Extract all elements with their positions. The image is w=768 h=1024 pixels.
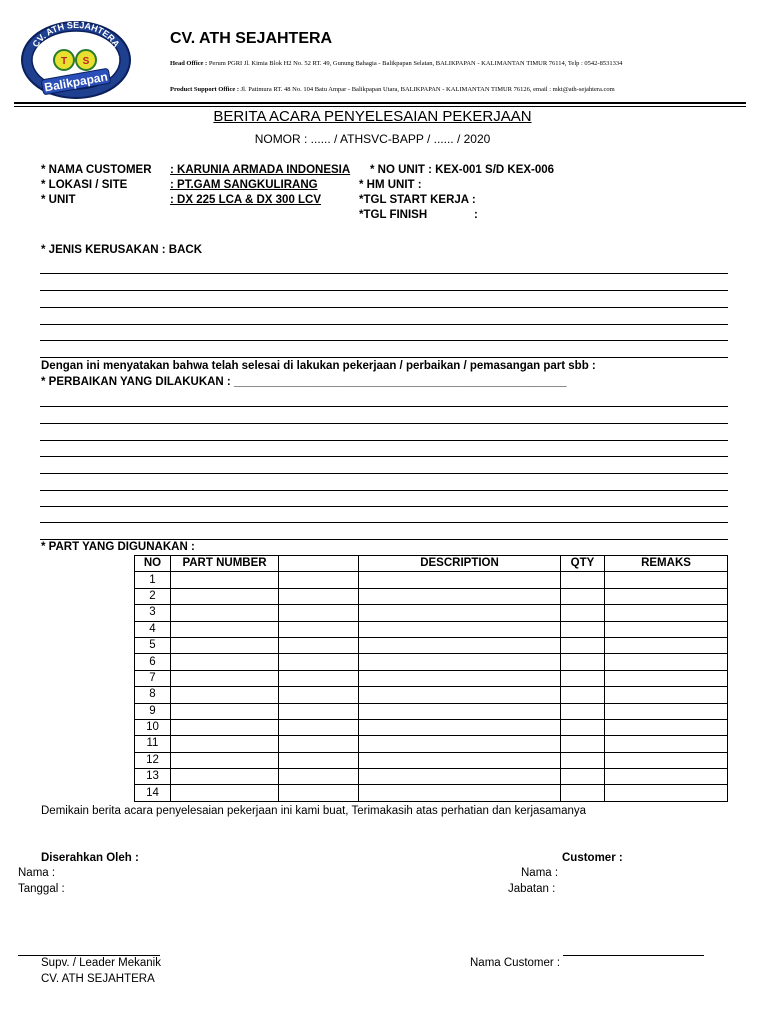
closing-text: Demikain berita acara penyelesaian pekerjaan ini kami buat, Terimakasih atas perhatian dan kerjasamanya <box>41 805 587 817</box>
table-cell <box>171 621 279 637</box>
table-cell <box>561 637 605 653</box>
table-cell <box>279 769 359 785</box>
statement-text: Dengan ini menyatakan bahwa telah selesai di lakukan pekerjaan / perbaikan / pemasangan part sbb : <box>41 360 596 372</box>
repair-line <box>40 539 728 540</box>
table-cell <box>605 637 728 653</box>
left-signer-role: Supv. / Leader Mekanik <box>41 957 161 969</box>
header-divider-thin <box>14 106 746 107</box>
table-row <box>135 703 728 719</box>
table-cell <box>605 621 728 637</box>
logo-letter-t: T <box>60 56 68 67</box>
table-cell <box>279 572 359 588</box>
table-cell <box>561 703 605 719</box>
damage-line <box>40 273 728 274</box>
table-cell <box>171 736 279 752</box>
col-qty: QTY <box>561 556 605 572</box>
table-cell <box>279 719 359 735</box>
table-cell <box>171 670 279 686</box>
col-part-number: PART NUMBER <box>171 556 279 572</box>
table-cell <box>605 719 728 735</box>
table-cell <box>561 654 605 670</box>
jenis-kerusakan: * JENIS KERUSAKAN : BACK <box>41 244 203 256</box>
unit-value: : DX 225 LCA & DX 300 LCV <box>170 194 322 206</box>
table-cell <box>359 752 561 768</box>
table-cell <box>359 703 561 719</box>
table-cell <box>171 588 279 604</box>
table-cell <box>279 605 359 621</box>
left-date-field: Tanggal : <box>18 883 65 895</box>
site-label: * LOKASI / SITE <box>41 179 128 191</box>
right-signer-role: Nama Customer : <box>470 957 561 969</box>
left-name-field: Nama : <box>18 867 56 879</box>
customer-label: * NAMA CUSTOMER <box>41 164 152 176</box>
repair-line <box>40 473 728 474</box>
table-cell <box>279 785 359 801</box>
head-office-text: Perum PGRI Jl. Kimia Blok H2 No. 52 RT. 49, Gunung Bahagia - Balikpapan Selatan, BALIKPAPAN - KALIMANTAN TIMUR 76114, Telp : 0542-8531334 <box>208 60 623 67</box>
table-cell <box>561 719 605 735</box>
table-cell <box>561 752 605 768</box>
table-cell <box>605 687 728 703</box>
logo-banner-text: Balikpapan <box>43 69 109 95</box>
tgl-finish-colon: : <box>474 209 478 221</box>
row-number: 4 <box>135 621 171 637</box>
customer-heading: Customer : <box>562 852 623 864</box>
logo-letter-s: S <box>82 56 90 67</box>
table-row <box>135 769 728 785</box>
damage-line <box>40 290 728 291</box>
left-signature-line <box>18 955 160 956</box>
logo-ring-text: CV. ATH SEJAHTERA <box>30 20 122 49</box>
repair-line <box>40 456 728 457</box>
table-cell <box>605 654 728 670</box>
row-number: 6 <box>135 654 171 670</box>
table-cell <box>359 670 561 686</box>
table-cell <box>359 637 561 653</box>
table-cell <box>561 687 605 703</box>
parts-table-header <box>135 556 728 572</box>
table-cell <box>605 588 728 604</box>
table-cell <box>605 736 728 752</box>
table-cell <box>279 654 359 670</box>
table-cell <box>359 769 561 785</box>
table-row <box>135 785 728 801</box>
left-signer-company: CV. ATH SEJAHTERA <box>41 973 155 985</box>
right-signature-line <box>563 955 704 956</box>
logo-star-right: ★ <box>113 53 121 62</box>
table-cell <box>279 588 359 604</box>
col-remaks: REMAKS <box>605 556 728 572</box>
parts-label: * PART YANG DIGUNAKAN : <box>41 541 195 553</box>
table-cell <box>171 687 279 703</box>
tgl-finish-label: *TGL FINISH <box>359 209 428 221</box>
table-cell <box>171 572 279 588</box>
table-cell <box>359 736 561 752</box>
table-row <box>135 752 728 768</box>
row-number: 8 <box>135 687 171 703</box>
table-cell <box>561 572 605 588</box>
table-cell <box>171 605 279 621</box>
table-cell <box>359 621 561 637</box>
table-cell <box>171 769 279 785</box>
table-cell <box>359 572 561 588</box>
col-part-number-extra <box>279 556 359 572</box>
row-number: 12 <box>135 752 171 768</box>
table-cell <box>561 605 605 621</box>
header-divider-thick <box>14 102 746 104</box>
table-row <box>135 588 728 604</box>
row-number: 10 <box>135 719 171 735</box>
table-cell <box>171 654 279 670</box>
unit-label: * UNIT <box>41 194 76 206</box>
table-cell <box>605 752 728 768</box>
product-support-address <box>170 86 615 93</box>
table-cell <box>359 588 561 604</box>
table-row <box>135 736 728 752</box>
table-row <box>135 621 728 637</box>
handover-heading: Diserahkan Oleh : <box>41 852 139 864</box>
table-cell <box>605 572 728 588</box>
table-cell <box>279 736 359 752</box>
parts-table <box>134 555 728 802</box>
table-cell <box>359 719 561 735</box>
row-number: 14 <box>135 785 171 801</box>
table-cell <box>279 703 359 719</box>
company-logo <box>20 20 132 100</box>
document-title: BERITA ACARA PENYELESAIAN PEKERJAAN <box>213 108 532 125</box>
table-cell <box>279 621 359 637</box>
repair-line <box>40 506 728 507</box>
table-cell <box>605 703 728 719</box>
table-row <box>135 605 728 621</box>
right-position-field: Jabatan : <box>508 883 556 895</box>
table-cell <box>561 588 605 604</box>
table-cell <box>171 637 279 653</box>
table-cell <box>171 703 279 719</box>
repair-line <box>40 406 728 407</box>
col-description: DESCRIPTION <box>359 556 561 572</box>
table-cell <box>359 654 561 670</box>
product-support-label: Product Support Office : <box>170 86 240 93</box>
right-name-field: Nama : <box>521 867 559 879</box>
head-office-address <box>170 60 622 67</box>
table-row <box>135 637 728 653</box>
col-no: NO <box>135 556 171 572</box>
table-row <box>135 572 728 588</box>
document-number: NOMOR : ...... / ATHSVC-BAPP / ...... / 2020 <box>254 132 491 146</box>
table-row <box>135 670 728 686</box>
repair-line <box>40 490 728 491</box>
table-cell <box>561 736 605 752</box>
tgl-start-field: *TGL START KERJA : <box>359 194 476 206</box>
repair-line <box>40 440 728 441</box>
row-number: 9 <box>135 703 171 719</box>
row-number: 13 <box>135 769 171 785</box>
table-cell <box>359 785 561 801</box>
damage-line <box>40 340 728 341</box>
row-number: 5 <box>135 637 171 653</box>
head-office-label: Head Office : <box>170 60 208 67</box>
table-cell <box>279 670 359 686</box>
table-cell <box>171 785 279 801</box>
row-number: 3 <box>135 605 171 621</box>
table-row <box>135 654 728 670</box>
row-number: 11 <box>135 736 171 752</box>
table-cell <box>605 605 728 621</box>
damage-line <box>40 324 728 325</box>
product-support-text: Jl. Patimura RT. 48 No. 104 Batu Ampar - Balikpapan Utara, BALIKPAPAN - KALIMANTAN TIMUR 76126, email : mkt@ath-sejahtera.com <box>240 86 615 93</box>
hm-unit-field: * HM UNIT : <box>359 179 422 191</box>
table-cell <box>605 670 728 686</box>
row-number: 2 <box>135 588 171 604</box>
table-cell <box>171 719 279 735</box>
table-cell <box>561 785 605 801</box>
table-cell <box>359 605 561 621</box>
company-name: CV. ATH SEJAHTERA <box>170 30 333 47</box>
perbaikan-field: * PERBAIKAN YANG DILAKUKAN : ____________________________________________________ <box>41 376 567 388</box>
table-cell <box>279 637 359 653</box>
logo-star-left: ★ <box>32 53 40 62</box>
table-cell <box>561 769 605 785</box>
table-cell <box>605 769 728 785</box>
site-value: : PT.GAM SANGKULIRANG <box>170 179 318 191</box>
table-row <box>135 719 728 735</box>
damage-line <box>40 357 728 358</box>
table-row <box>135 687 728 703</box>
table-cell <box>359 687 561 703</box>
table-cell <box>561 670 605 686</box>
row-number: 7 <box>135 670 171 686</box>
repair-line <box>40 423 728 424</box>
table-cell <box>605 785 728 801</box>
row-number: 1 <box>135 572 171 588</box>
table-cell <box>279 752 359 768</box>
damage-line <box>40 307 728 308</box>
customer-value: : KARUNIA ARMADA INDONESIA <box>170 164 351 176</box>
table-cell <box>561 621 605 637</box>
table-cell <box>171 752 279 768</box>
no-unit-field: * NO UNIT : KEX-001 S/D KEX-006 <box>370 164 555 176</box>
table-cell <box>279 687 359 703</box>
repair-line <box>40 522 728 523</box>
